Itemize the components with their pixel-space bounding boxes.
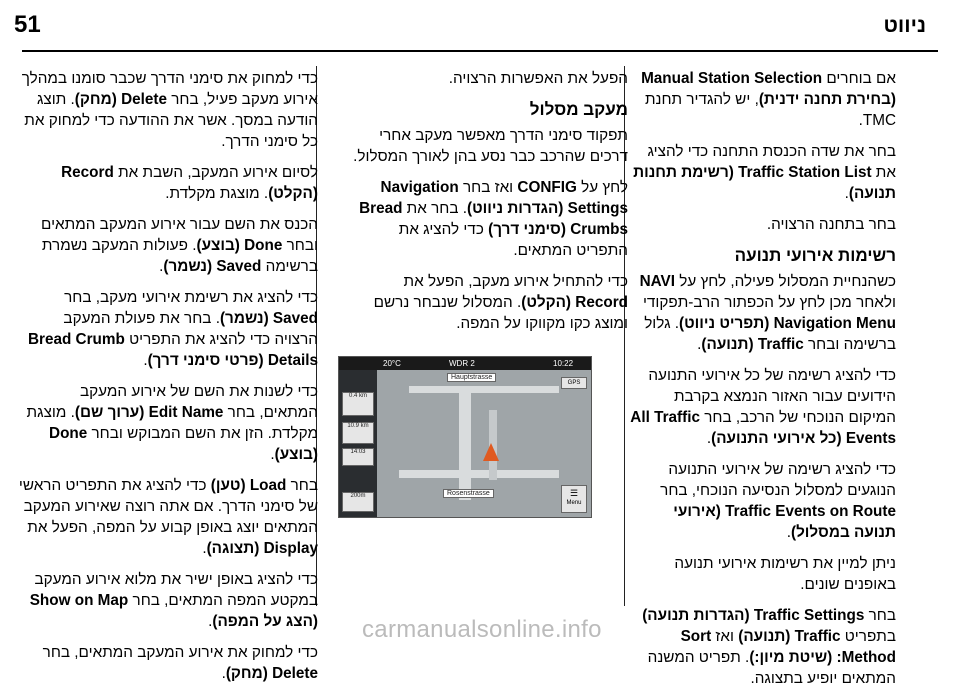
page-title: ניווט	[883, 14, 926, 37]
navigation-screen	[338, 356, 592, 518]
paragraph: לסיום אירוע המעקב, השבת את Record (הקלט). מוצגת מקלדת.	[61, 164, 318, 202]
page-number: 51	[14, 11, 41, 38]
column-left	[18, 68, 318, 694]
paragraph: כדי למחוק את סימני הדרך שכבר סומנו במהלך אירוע מעקב פעיל, בחר Delete (מחק). תוצג הודעה במסך. אשר את ההודעה כדי למחוק את כל סימני הדרך.	[21, 70, 318, 150]
paragraph: בחר Load (טען) כדי להציג את התפריט הראשי של סימני הדרך. אם אתה רוצה שאירוע המעקב המתאים יוצג באופן קבוע על המפה, הפעל את Display (תצוגה).	[18, 477, 318, 557]
arrival-time: 14:03	[342, 448, 374, 466]
remaining-distance: 10.9 km	[342, 422, 374, 444]
paragraph: כדי להציג באופן ישיר את מלוא אירוע המעקב במקטע המפה המתאים, בחר Show on Map (הצג על המפה).	[29, 571, 318, 630]
section-heading: רשימות אירועי תנועה	[734, 246, 896, 265]
status-bar	[339, 357, 591, 370]
paragraph: כדי להתחיל אירוע מעקב, הפעל את Record (הקלט). המסלול שנבחר נרשם ומוצג כקו מקווקו על המפה.	[373, 273, 628, 332]
paragraph: כשהנחיית המסלול פעילה, לחץ על NAVI ולאחר מכן לחץ על הכפתור הרב-תפקודי Navigation Menu (תפריט ניווט). גלול ברשימה ובחר Traffic (תנועה).	[639, 273, 896, 353]
paragraph: בחר בתחנה הרצויה.	[766, 216, 896, 233]
paragraph: תפקוד סימני הדרך מאפשר מעקב אחרי דרכים שהרכב כבר נסע בהן לאורך המסלול.	[353, 127, 628, 165]
map-road	[459, 390, 471, 500]
paragraph: כדי להציג רשימה של אירועי התנועה הנוגעים למסלול הנסיעה הנוכחי, בחר Traffic Events on Route (אירועי תנועה במסלול).	[660, 461, 896, 541]
paragraph: אם בוחרים Manual Station Selection (בחירת תחנה ידנית), יש להגדיר תחנת TMC.	[641, 70, 896, 129]
paragraph: הפעל את האפשרות הרצויה.	[448, 70, 628, 87]
header-rule	[22, 50, 938, 52]
gps-button[interactable]: GPS	[561, 377, 587, 389]
turn-distance: 0.4 km	[342, 392, 374, 416]
street-label-current: Rosenstrasse	[443, 489, 494, 498]
menu-icon: ☰	[569, 488, 579, 498]
map-road	[409, 386, 559, 393]
section-heading: מעקב מסלול	[529, 100, 628, 119]
paragraph: לחץ על CONFIG ואז בחר Navigation Settings (הגדרות ניווט). בחר את Bread Crumbs (סימני דרך) כדי להציג את התפריט המתאים.	[359, 179, 628, 259]
street-label-top: Hauptstrasse	[447, 373, 496, 382]
radio-station: WDR 2	[449, 359, 475, 368]
menu-button[interactable]	[561, 485, 587, 513]
paragraph: בחר את שדה הכנסת התחנה כדי להציג את Traffic Station List (רשימת תחנות תנועה).	[633, 143, 896, 202]
paragraph: כדי למחוק את אירוע המעקב המתאים, בחר Delete (מחק).	[42, 644, 318, 682]
temperature: 20°C	[383, 359, 401, 368]
map-scale[interactable]: 200m	[342, 492, 374, 512]
map-road	[399, 470, 559, 478]
column-right	[628, 68, 896, 699]
watermark: carmanualsonline.info	[362, 616, 602, 643]
paragraph: הכנס את השם עבור אירוע המעקב המתאים ובחר Done (בוצע). פעולות המעקב נשמרת ברשימה Saved (נשמר).	[41, 216, 318, 275]
clock: 10:22	[553, 359, 574, 368]
menu-label: Menu	[566, 500, 582, 506]
paragraph: בחר Traffic Settings (הגדרות תנועה) בתפריט Traffic (תנועה) ואז Sort Method: (שיטת מיון:). תפריט המשנה המתאים יופיע בתצוגה.	[642, 607, 896, 687]
paragraph: כדי לשנות את השם של אירוע המעקב המתאים, בחר Edit Name (ערוך שם). מוצגת מקלדת. הזן את השם המבוקש ובחר Done (בוצע).	[26, 383, 318, 463]
guidance-panel	[339, 370, 377, 517]
paragraph: כדי להציג רשימה של כל אירועי התנועה הידועים עבור האזור הנמצא בקרבת המיקום הנוכחי של הרכב, בחר All Traffic Events (כל אירועי התנועה).	[630, 367, 896, 447]
column-middle	[352, 68, 628, 344]
paragraph: כדי להציג את רשימת אירועי מעקב, בחר Saved (נשמר). בחר את פעולת המעקב הרצויה כדי להציג את התפריט Bread Crumb Details (פרטי סימני דרך).	[27, 289, 318, 369]
paragraph: ניתן למיין את רשימות אירועי תנועה באופנים שונים.	[674, 555, 896, 593]
vehicle-position-icon	[483, 443, 499, 461]
